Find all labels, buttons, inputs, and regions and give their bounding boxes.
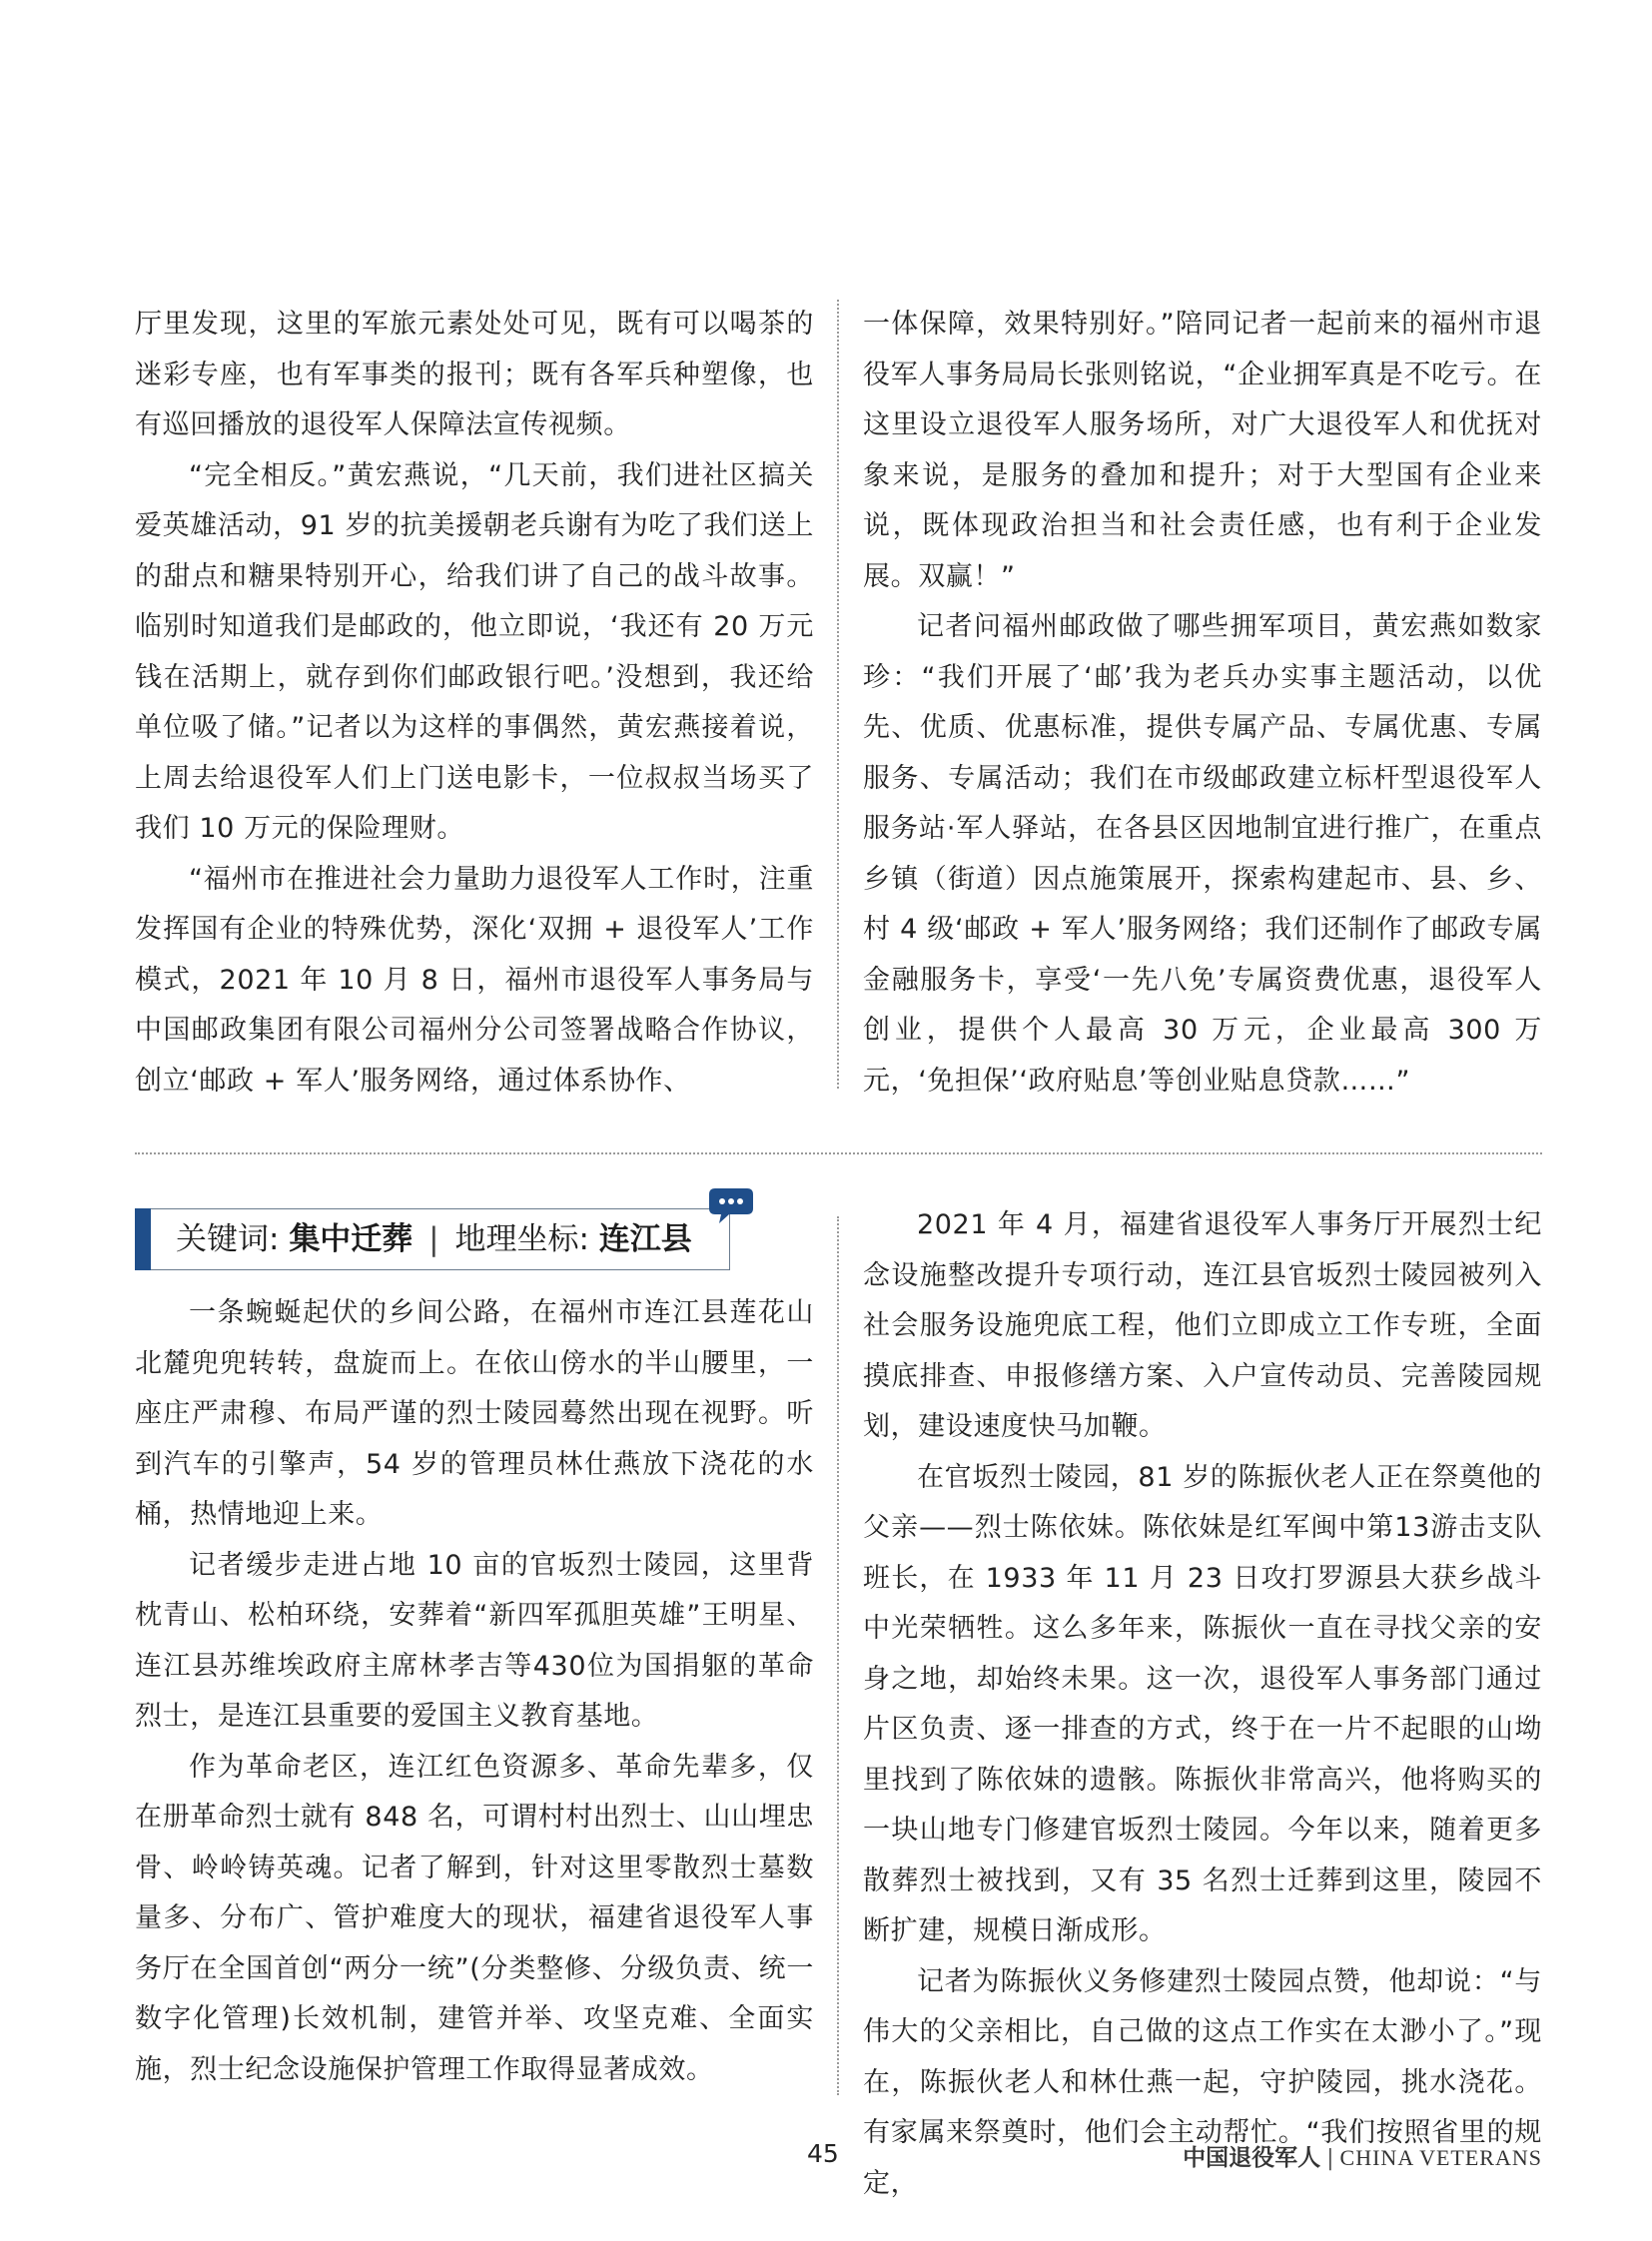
magazine-brand	[1183, 2139, 1542, 2172]
paragraph: 记者缓步走进占地 10 亩的官坂烈士陵园，这里背枕青山、松柏环绕，安葬着“新四军孤胆英雄”王明星、连江县苏维埃政府主席林孝吉等430位为国捐躯的革命烈士，是连江县重要的爱国主义教育基地。	[135, 1549, 814, 1732]
paragraph: “福州市在推进社会力量助力退役军人工作时，注重发挥国有企业的特殊优势，深化‘双拥 + 退役军人’工作模式，2021 年 10 月 8 日，福州市退役军人事务局与中国邮政集团有限公司福州分公司签署战略合作协议，创立‘邮政 + 军人’服务网络，通过体系协作、	[135, 863, 814, 1097]
paragraph: 一条蜿蜒起伏的乡间公路，在福州市连江县莲花山北麓兜兜转转，盘旋而上。在依山傍水的半山腰里，一座庄严肃穆、布局严谨的烈士陵园蓦然出现在视野。听到汽车的引擎声，54 岁的管理员林仕燕放下浇花的水桶，热情地迎上来。	[135, 1297, 814, 1530]
paragraph: 记者问福州邮政做了哪些拥军项目，黄宏燕如数家珍：“我们开展了‘邮’我为老兵办实事主题活动，以优先、优质、优惠标准，提供专属产品、专属优惠、专属服务、专属活动；我们在市级邮政建立标杆型退役军人服务站·军人驿站，在各县区因地制宜进行推广，在重点乡镇（街道）因点施策展开，探索构建起市、县、乡、村 4 级‘邮政 + 军人’服务网络；我们还制作了邮政专属金融服务卡，享受‘一先八免’专属资费优惠，退役军人创业，提供个人最高 30 万元，企业最高 300 万元，‘免担保’‘政府贴息’等创业贴息贷款……”	[863, 611, 1542, 1097]
keyword-text	[176, 1209, 692, 1269]
top-right-column	[863, 300, 1542, 1107]
bottom-left-column	[135, 1288, 814, 2095]
column-divider	[837, 1216, 839, 2095]
location-label: 地理坐标:	[454, 1221, 589, 1257]
paragraph: “完全相反。”黄宏燕说，“几天前，我们进社区搞关爱英雄活动，91 岁的抗美援朝老兵谢有为吃了我们送上的甜点和糖果特别开心，给我们讲了自己的战斗故事。临别时知道我们是邮政的，他立即说，‘我还有 20 万元钱在活期上，就存到你们邮政银行吧。’没想到，我还给单位吸了储。”记者以为这样的事偶然，黄宏燕接着说，上周去给退役军人们上门送电影卡，一位叔叔当场买了我们 10 万元的保险理财。	[135, 459, 814, 844]
location-value: 连江县	[598, 1221, 692, 1257]
paragraph: 记者为陈振伙义务修建烈士陵园点赞，他却说：“与伟大的父亲相比，自己做的这点工作实在太渺小了。”现在，陈振伙老人和林仕燕一起，守护陵园，挑水浇花。有家属来祭奠时，他们会主动帮忙。“我们按照省里的规定，	[863, 1965, 1542, 2199]
brand-separator: |	[1326, 2146, 1334, 2171]
top-left-column	[135, 300, 814, 1107]
section-divider	[135, 1152, 1542, 1154]
keyword-value: 集中迁葬	[289, 1221, 413, 1257]
magazine-name-cn: 中国退役军人	[1183, 2145, 1321, 2171]
paragraph: 厅里发现，这里的军旅元素处处可见，既有可以喝茶的迷彩专座，也有军事类的报刊；既有各军兵种塑像，也有巡回播放的退役军人保障法宣传视频。	[135, 309, 814, 440]
paragraph: 在官坂烈士陵园，81 岁的陈振伙老人正在祭奠他的父亲——烈士陈依妹。陈依妹是红军闽中第13游击支队班长，在 1933 年 11 月 23 日攻打罗源县大获乡战斗中光荣牺牲。这么多年来，陈振伙一直在寻找父亲的安身之地，却始终未果。这一次，退役军人事务部门通过片区负责、逐一排查的方式，终于在一片不起眼的山坳里找到了陈依妹的遗骸。陈振伙非常高兴，他将购买的一块山地专门修建官坂烈士陵园。今年以来，随着更多散葬烈士被找到，又有 35 名烈士迁葬到这里，陵园不断扩建，规模日渐成形。	[863, 1461, 1542, 1946]
page-number: 45	[807, 2139, 839, 2168]
column-divider	[837, 300, 839, 1089]
paragraph: 一体保障，效果特别好。”陪同记者一起前来的福州市退役军人事务局局长张则铭说，“企业拥军真是不吃亏。在这里设立退役军人服务场所，对广大退役军人和优抚对象来说，是服务的叠加和提升；对于大型国有企业来说，既体现政治担当和社会责任感，也有利于企业发展。双赢！”	[863, 309, 1542, 592]
paragraph: 作为革命老区，连江红色资源多、革命先辈多，仅在册革命烈士就有 848 名，可谓村村出烈士、山山埋忠骨、岭岭铸英魂。记者了解到，针对这里零散烈士墓数量多、分布广、管护难度大的现状，福建省退役军人事务厅在全国首创“两分一统”(分类整修、分级负责、统一数字化管理)长效机制，建管并举、攻坚克难、全面实施，烈士纪念设施保护管理工作取得显著成效。	[135, 1751, 814, 2085]
keyword-banner	[135, 1208, 730, 1270]
bottom-right-column	[863, 1200, 1542, 2209]
chat-bubble-icon	[707, 1184, 755, 1226]
keyword-accent-bar	[135, 1208, 151, 1270]
paragraph: 2021 年 4 月，福建省退役军人事务厅开展烈士纪念设施整改提升专项行动，连江县官坂烈士陵园被列入社会服务设施兜底工程，他们立即成立工作专班，全面摸底排查、申报修缮方案、入户宣传动员、完善陵园规划，建设速度快马加鞭。	[863, 1209, 1542, 1442]
keyword-divider: |	[428, 1221, 439, 1257]
keyword-label: 关键词:	[176, 1221, 280, 1257]
magazine-name-en: CHINA VETERANS	[1339, 2145, 1542, 2170]
